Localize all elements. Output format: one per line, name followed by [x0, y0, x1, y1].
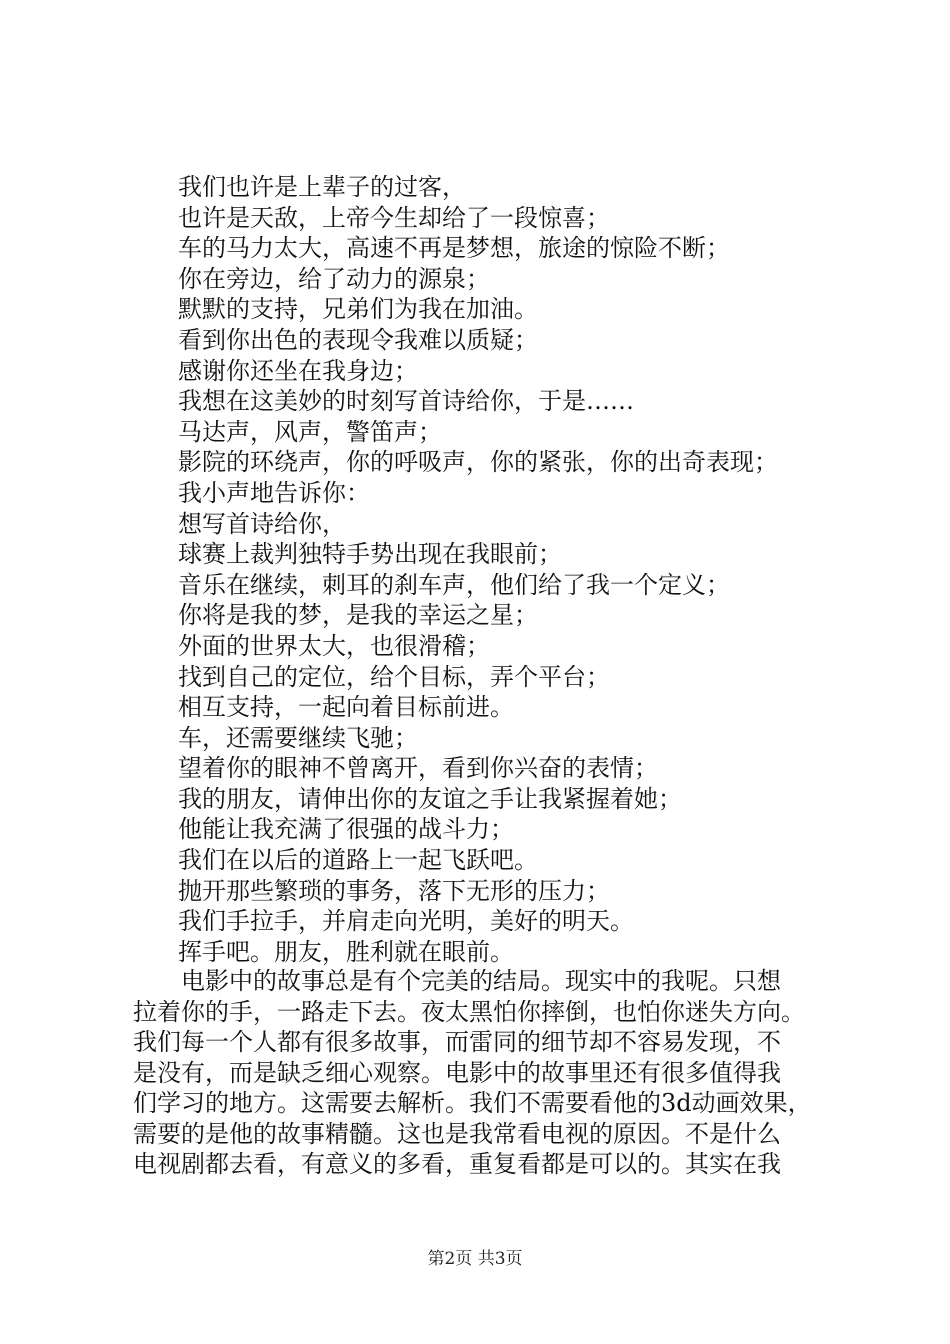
poem-line: 想写首诗给你， [178, 509, 346, 538]
poem-line: 望着你的眼神不曾离开，看到你兴奋的表情； [178, 754, 658, 783]
prose-line: 们学习的地方。这需要去解析。我们不需要看他的3d动画效果， [133, 1089, 812, 1117]
poem-line: 我想在这美妙的时刻写首诗给你，于是…… [178, 387, 634, 416]
prose-line: 电影中的故事总是有个完美的结局。现实中的我呢。只想 [181, 967, 781, 995]
prose-line: 电视剧都去看，有意义的多看，重复看都是可以的。其实在我 [133, 1150, 781, 1178]
page-footer [0, 1244, 950, 1269]
poem-line: 我小声地告诉你： [178, 478, 370, 507]
poem-line: 他能让我充满了很强的战斗力； [178, 815, 514, 844]
poem-line: 挥手吧。朋友，胜利就在眼前。 [178, 937, 514, 966]
poem-line: 我们在以后的道路上一起飞跃吧。 [178, 846, 538, 875]
poem-line: 车，还需要继续飞驰； [178, 723, 418, 752]
poem-line: 也许是天敌，上帝今生却给了一段惊喜； [178, 203, 610, 232]
page-number-label: 第2页 共3页 [427, 1249, 523, 1269]
prose-paragraph [133, 966, 853, 1180]
poem-line: 我们也许是上辈子的过客， [178, 173, 466, 201]
poem-line: 找到自己的定位，给个目标，弄个平台； [178, 662, 610, 691]
poem-line: 车的马力太大，高速不再是梦想，旅途的惊险不断； [178, 234, 730, 263]
poem-line: 抛开那些繁琐的事务，落下无形的压力； [178, 876, 610, 905]
poem-line: 球赛上裁判独特手势出现在我眼前； [178, 540, 562, 569]
poem-line: 我们手拉手，并肩走向光明，美好的明天。 [178, 907, 634, 936]
poem-line: 我的朋友，请伸出你的友谊之手让我紧握着她； [178, 784, 682, 813]
poem-block [178, 172, 778, 967]
poem-line: 你将是我的梦，是我的幸运之星； [178, 601, 538, 630]
poem-line: 外面的世界太大，也很滑稽； [178, 631, 490, 660]
poem-line: 默默的支持，兄弟们为我在加油。 [178, 295, 538, 324]
poem-line: 相互支持，一起向着目标前进。 [178, 693, 514, 722]
poem-line: 马达声，风声，警笛声； [178, 417, 442, 446]
prose-line: 是没有，而是缺乏细心观察。电影中的故事里还有很多值得我 [133, 1058, 781, 1087]
poem-line: 音乐在继续，刺耳的刹车声，他们给了我一个定义； [178, 570, 730, 599]
prose-line: 需要的是他的故事精髓。这也是我常看电视的原因。不是什么 [133, 1119, 781, 1148]
poem-line: 你在旁边，给了动力的源泉； [178, 264, 490, 293]
poem-line: 感谢你还坐在我身边； [178, 356, 418, 385]
prose-line: 拉着你的手，一路走下去。夜太黑怕你摔倒，也怕你迷失方向。 [133, 997, 805, 1026]
poem-line: 影院的环绕声，你的呼吸声，你的紧张，你的出奇表现； [178, 448, 778, 477]
poem-line: 看到你出色的表现令我难以质疑； [178, 325, 538, 354]
prose-line: 我们每一个人都有很多故事，而雷同的细节却不容易发现，不 [133, 1028, 781, 1056]
